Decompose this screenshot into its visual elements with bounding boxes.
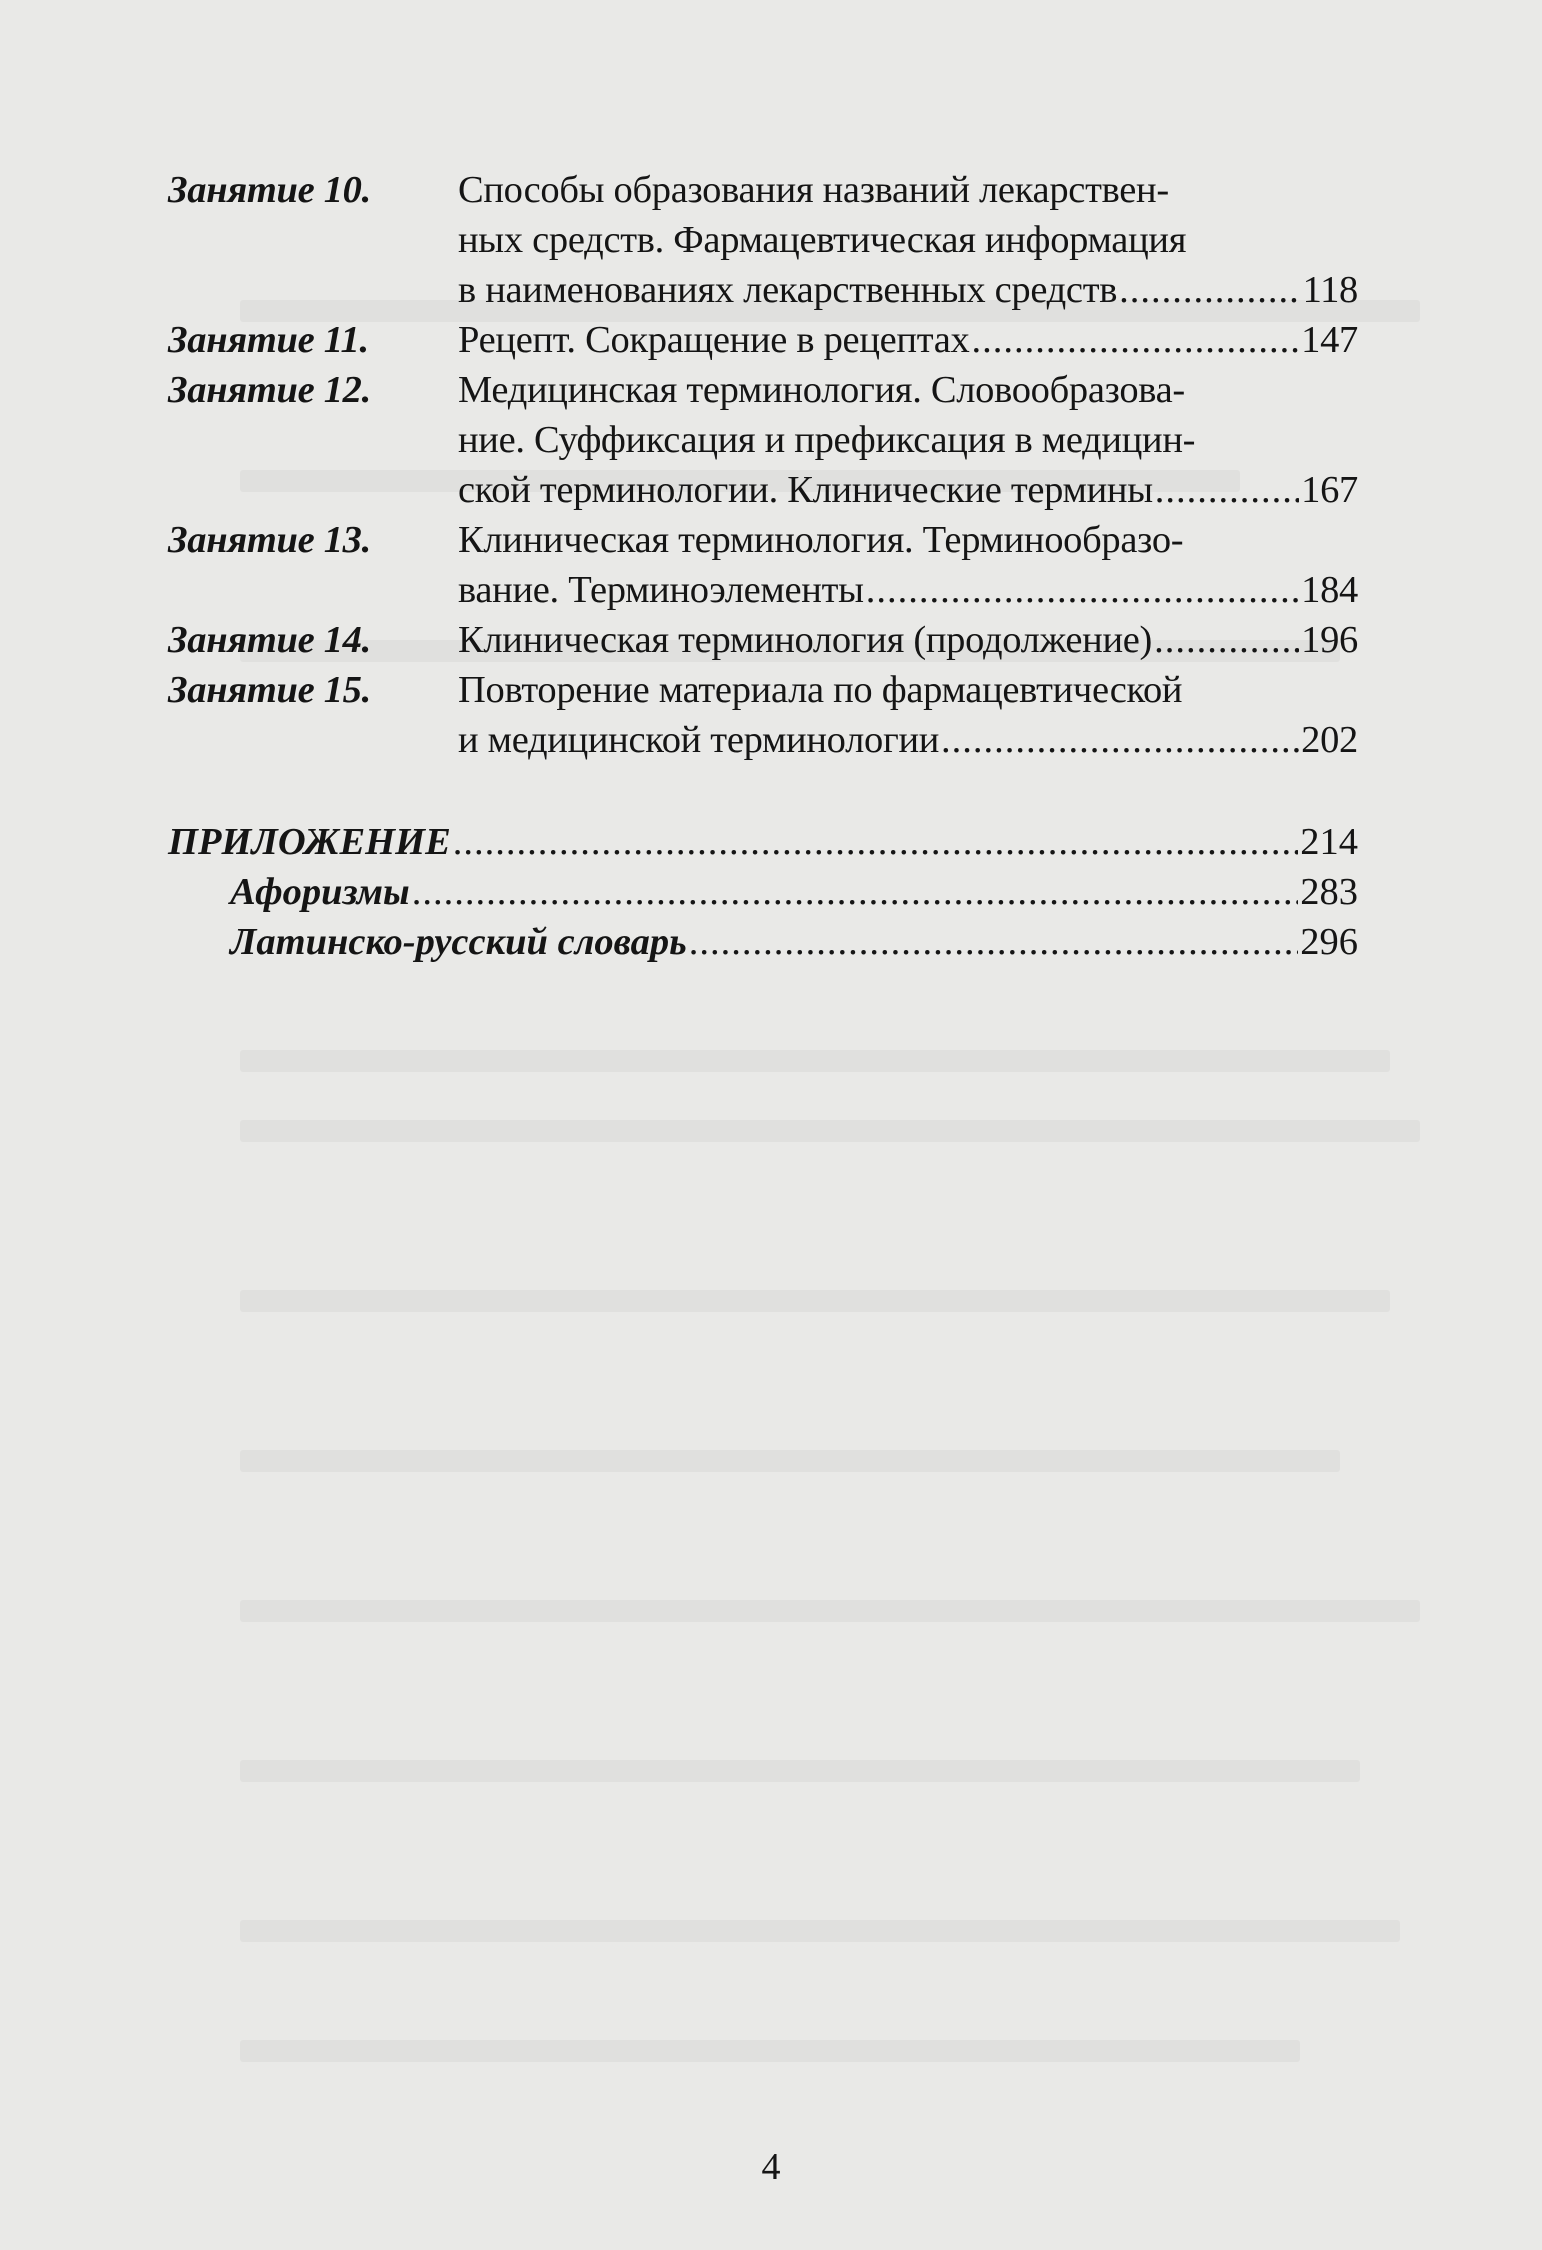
toc-entry-line: Способы образования названий лекарствен- [458, 169, 1169, 211]
toc-entry-lesson-15[interactable] [168, 665, 1398, 765]
toc-entry-page: 202 [1301, 719, 1358, 761]
toc-entry-line: вание. Терминоэлементы [458, 569, 864, 611]
toc-entry-appendix[interactable] [168, 817, 1358, 867]
bleed-through [240, 1450, 1340, 1472]
bleed-through [240, 1600, 1420, 1622]
bleed-through [240, 1920, 1400, 1942]
bleed-through [240, 1050, 1390, 1072]
page-number: 4 [761, 2146, 781, 2188]
spacer [168, 765, 1398, 817]
toc-entry-label: Занятие 15. [168, 669, 371, 711]
toc-entry-lesson-13[interactable] [168, 515, 1398, 615]
toc-entry-lesson-10[interactable] [168, 165, 1398, 315]
toc-entry-line: Повторение материала по фармацевтической [458, 669, 1183, 711]
dot-leader [866, 565, 1299, 615]
toc-entry-line: и медицинской терминологии [458, 719, 940, 761]
toc-entry-page: 283 [1300, 871, 1358, 913]
toc-entry-line: ние. Суффиксация и префиксация в медицин- [458, 419, 1196, 461]
toc-entry-label: Занятие 14. [168, 619, 371, 661]
toc-entry-dictionary[interactable] [168, 917, 1358, 967]
toc-entry-lesson-11[interactable] [168, 315, 1398, 365]
toc-entry-line: Клиническая терминология. Терминообразо- [458, 519, 1184, 561]
appendix-title: ПРИЛОЖЕНИЕ [168, 821, 451, 863]
toc-entry-label: Занятие 10. [168, 169, 371, 211]
toc-entry-label: Занятие 13. [168, 519, 371, 561]
toc-entry-lesson-14[interactable] [168, 615, 1398, 665]
dot-leader [689, 917, 1299, 967]
dot-leader [971, 315, 1299, 365]
toc-entry-page: 196 [1301, 619, 1358, 661]
dot-leader [412, 867, 1299, 917]
toc-entry-page: 147 [1301, 319, 1358, 361]
toc-entry-line: Рецепт. Сокращение в рецептах [458, 319, 970, 361]
bleed-through [240, 1120, 1420, 1142]
toc-entry-line: ных средств. Фармацевтическая информация [458, 219, 1187, 261]
dot-leader [1155, 465, 1299, 515]
table-of-contents [168, 165, 1398, 967]
toc-entry-label: Занятие 12. [168, 369, 371, 411]
toc-entry-page: 214 [1300, 821, 1358, 863]
toc-entry-line: Клиническая терминология (продолжение) [458, 619, 1153, 661]
bleed-through [240, 1760, 1360, 1782]
dot-leader [941, 715, 1299, 765]
appendix-item-title: Афоризмы [230, 871, 410, 913]
appendix-item-title: Латинско-русский словарь [230, 921, 687, 963]
bleed-through [240, 2040, 1300, 2062]
toc-entry-page: 167 [1301, 469, 1358, 511]
toc-entry-line: ской терминологии. Клинические термины [458, 469, 1153, 511]
toc-entry-line: в наименованиях лекарственных средств [458, 269, 1118, 311]
bleed-through [240, 1290, 1390, 1312]
dot-leader [453, 817, 1298, 867]
dot-leader [1154, 615, 1299, 665]
toc-entry-aphorisms[interactable] [168, 867, 1358, 917]
dot-leader [1119, 265, 1300, 315]
toc-entry-lesson-12[interactable] [168, 365, 1398, 515]
toc-entry-label: Занятие 11. [168, 319, 369, 361]
toc-entry-line: Медицинская терминология. Словообразова- [458, 369, 1185, 411]
toc-entry-page: 296 [1300, 921, 1358, 963]
toc-entry-page: 184 [1301, 569, 1358, 611]
toc-entry-page: 118 [1302, 269, 1358, 311]
